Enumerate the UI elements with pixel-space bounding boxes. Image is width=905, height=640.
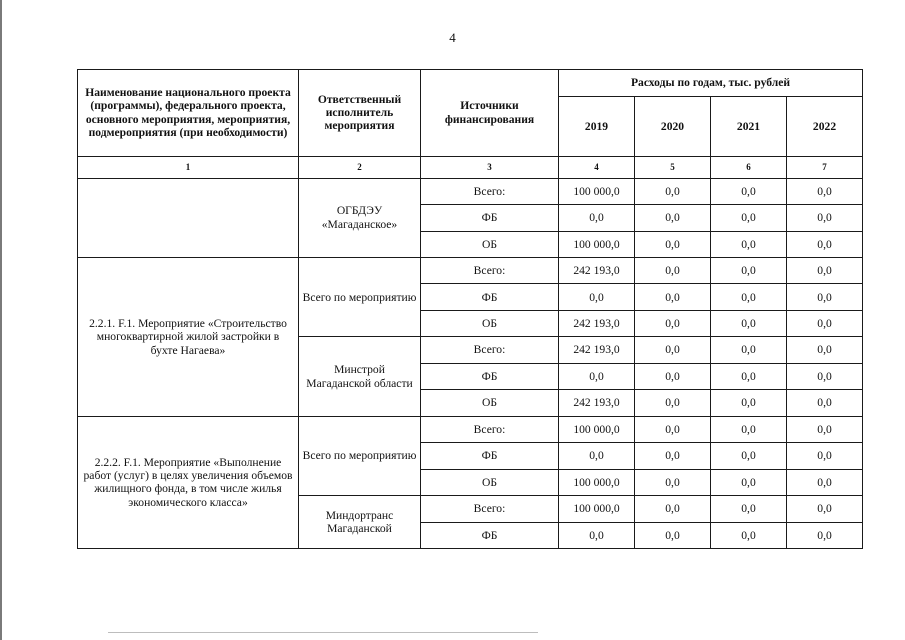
funding-source: ФБ (421, 205, 559, 231)
funding-source: ФБ (421, 284, 559, 310)
expense-value: 100 000,0 (559, 178, 635, 204)
expense-value: 0,0 (711, 390, 787, 416)
expense-value: 0,0 (635, 337, 711, 363)
expense-value: 0,0 (635, 257, 711, 283)
header-year: 2020 (635, 97, 711, 156)
expense-value: 242 193,0 (559, 310, 635, 336)
expense-value: 242 193,0 (559, 390, 635, 416)
expense-value: 100 000,0 (559, 496, 635, 522)
expense-value: 0,0 (559, 205, 635, 231)
expense-value: 0,0 (787, 469, 863, 495)
column-number: 5 (635, 156, 711, 178)
executor-name: Минстрой Магаданской области (299, 337, 421, 416)
funding-source: Всего: (421, 416, 559, 442)
expense-value: 0,0 (787, 496, 863, 522)
expense-value: 100 000,0 (559, 469, 635, 495)
funding-source: ОБ (421, 310, 559, 336)
table-body (78, 70, 863, 549)
expense-value: 0,0 (711, 416, 787, 442)
expense-value: 0,0 (711, 337, 787, 363)
funding-source: Всего: (421, 257, 559, 283)
header-year: 2022 (787, 97, 863, 156)
table-row (78, 416, 863, 442)
executor-name: Миндортранс Магаданской (299, 496, 421, 549)
expense-value: 0,0 (787, 337, 863, 363)
header-year: 2021 (711, 97, 787, 156)
column-number: 2 (299, 156, 421, 178)
expense-value: 0,0 (711, 310, 787, 336)
expense-value: 0,0 (787, 363, 863, 389)
expense-value: 0,0 (787, 443, 863, 469)
header-row (78, 70, 863, 97)
expense-value: 0,0 (711, 496, 787, 522)
column-number: 7 (787, 156, 863, 178)
expense-value: 0,0 (787, 178, 863, 204)
expense-value: 100 000,0 (559, 231, 635, 257)
funding-source: ОБ (421, 231, 559, 257)
expense-value: 0,0 (711, 363, 787, 389)
expense-value: 0,0 (787, 522, 863, 548)
column-number: 3 (421, 156, 559, 178)
expense-value: 0,0 (711, 178, 787, 204)
expense-value: 0,0 (711, 469, 787, 495)
expense-value: 0,0 (787, 231, 863, 257)
expense-value: 0,0 (559, 443, 635, 469)
expense-value: 0,0 (559, 284, 635, 310)
funding-source: Всего: (421, 496, 559, 522)
column-number: 1 (78, 156, 299, 178)
expense-value: 0,0 (635, 205, 711, 231)
expense-value: 0,0 (711, 522, 787, 548)
expense-value: 0,0 (635, 443, 711, 469)
funding-source: ФБ (421, 363, 559, 389)
expense-value: 0,0 (711, 257, 787, 283)
expense-value: 0,0 (559, 522, 635, 548)
funding-source: Всего: (421, 178, 559, 204)
header-year: 2019 (559, 97, 635, 156)
page-number: 4 (449, 30, 456, 45)
expense-value: 0,0 (635, 469, 711, 495)
header-expenses: Расходы по годам, тыс. рублей (559, 70, 863, 97)
expense-value: 0,0 (711, 205, 787, 231)
expense-value: 0,0 (635, 363, 711, 389)
expense-value: 0,0 (711, 284, 787, 310)
expense-value: 0,0 (559, 363, 635, 389)
expense-value: 242 193,0 (559, 257, 635, 283)
column-number: 6 (711, 156, 787, 178)
table-row (78, 178, 863, 204)
expense-value: 0,0 (635, 390, 711, 416)
activity-name: 2.2.1. F.1. Мероприятие «Строительство многоквартирной жилой застройки в бухте Нагаева» (78, 257, 299, 416)
expense-value: 0,0 (787, 390, 863, 416)
expense-value: 0,0 (787, 257, 863, 283)
expense-value: 0,0 (787, 310, 863, 336)
activity-name (78, 178, 299, 257)
expense-value: 0,0 (787, 205, 863, 231)
expense-value: 0,0 (635, 231, 711, 257)
scan-edge (0, 0, 2, 640)
expense-value: 0,0 (711, 443, 787, 469)
executor-name: Всего по мероприятию (299, 416, 421, 495)
funding-source: ОБ (421, 469, 559, 495)
scan-artifact-line (108, 632, 538, 635)
financing-table (77, 69, 863, 549)
header-sources: Источники финансирования (421, 70, 559, 157)
activity-name: 2.2.2. F.1. Мероприятие «Выполнение работ (услуг) в целях увеличения объемов жилищного фонда, в том числе жилья экономического класса» (78, 416, 299, 548)
expense-value: 0,0 (635, 310, 711, 336)
funding-source: ОБ (421, 390, 559, 416)
funding-source: ФБ (421, 443, 559, 469)
header-name: Наименование национального проекта (программы), федерального проекта, основного мероприятия, мероприятия, подмероприятия (при необходимости) (78, 70, 299, 157)
expense-value: 0,0 (635, 416, 711, 442)
expense-value: 0,0 (787, 416, 863, 442)
column-number: 4 (559, 156, 635, 178)
funding-source: ФБ (421, 522, 559, 548)
column-number-row (78, 156, 863, 178)
expense-value: 100 000,0 (559, 416, 635, 442)
funding-source: Всего: (421, 337, 559, 363)
expense-value: 242 193,0 (559, 337, 635, 363)
header-executor: Ответственный исполнитель мероприятия (299, 70, 421, 157)
table-row (78, 257, 863, 283)
expense-value: 0,0 (787, 284, 863, 310)
expense-value: 0,0 (635, 178, 711, 204)
expense-value: 0,0 (635, 496, 711, 522)
expense-value: 0,0 (635, 522, 711, 548)
expense-value: 0,0 (711, 231, 787, 257)
expense-value: 0,0 (635, 284, 711, 310)
executor-name: ОГБДЭУ «Магаданское» (299, 178, 421, 257)
executor-name: Всего по мероприятию (299, 257, 421, 336)
